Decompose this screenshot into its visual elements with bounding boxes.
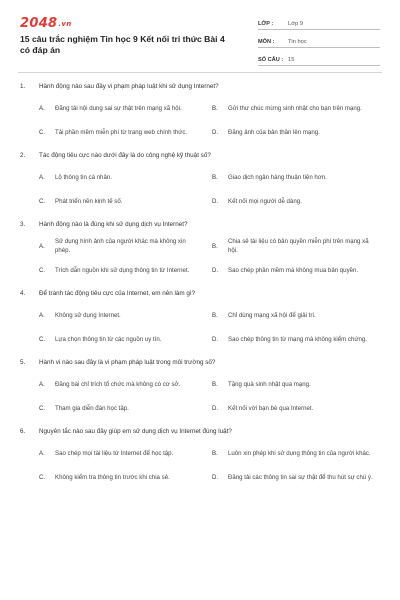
answer-option[interactable] (39, 123, 212, 141)
option-text: Lựa chọn thông tin từ các nguồn uy tín. (55, 335, 162, 343)
option-letter: D. (212, 266, 219, 274)
logo-suffix: .vn (58, 20, 72, 28)
question-stem (20, 427, 380, 438)
option-letter: A. (39, 380, 45, 388)
answer-option[interactable] (212, 468, 386, 486)
document-title: 15 câu trắc nghiệm Tin học 9 Kết nối tri thức Bài 4 có đáp án (20, 34, 225, 55)
option-letter: A. (39, 242, 45, 250)
question-text: Hành vi nào sau đây là vi phạm pháp luật trong môi trường số? (39, 359, 216, 366)
option-letter: B. (212, 449, 218, 457)
answer-option[interactable] (39, 399, 212, 417)
answer-option[interactable] (39, 468, 212, 486)
answer-option[interactable] (39, 306, 212, 324)
option-text: Luôn xin phép khi sử dụng thông tin của người khác. (228, 449, 371, 457)
question-text: Tác động tiêu cực nào dưới đây là do công nghệ kỹ thuật số? (39, 152, 211, 159)
header-divider (18, 72, 382, 73)
question-text: Hành động nào là đúng khi sử dụng dịch vụ Internet? (39, 221, 188, 228)
question-stem (20, 82, 380, 93)
answer-options (39, 375, 380, 417)
meta-value: Tin học (288, 39, 307, 45)
option-text: Tặng quà sinh nhật qua mạng. (228, 380, 311, 388)
question-text: Nguyên tắc nào sau đây giúp em sử dụng dịch vụ Internet đúng luật? (39, 428, 232, 435)
option-letter: B. (212, 242, 218, 250)
question-text: Để tránh tác động tiêu cực của Internet, em nên làm gì? (39, 290, 196, 297)
question-item (20, 427, 380, 486)
option-text: Đăng tải các thông tin sai sự thật để thu hút sự chú ý. (228, 473, 373, 481)
option-text: Sử dụng hình ảnh của người khác mà không xin phép. (55, 238, 186, 254)
option-letter: D. (212, 404, 219, 412)
option-text: Tải phần mềm miễn phí từ trang web chính thức. (55, 128, 188, 136)
answer-option[interactable] (212, 306, 386, 324)
question-stem (20, 151, 380, 162)
option-text: Kết nối mọi người dễ dàng. (228, 197, 302, 205)
answer-option[interactable] (212, 99, 386, 117)
answer-option[interactable] (39, 192, 212, 210)
answer-option[interactable] (212, 123, 386, 141)
question-number: 1. (20, 83, 26, 90)
question-list (20, 82, 380, 496)
question-number: 4. (20, 290, 26, 297)
answer-options (39, 306, 380, 348)
option-letter: C. (39, 197, 46, 205)
meta-info (258, 14, 380, 68)
option-text: Chia sẻ tài liệu có bản quyền miễn phí trên mạng xã hội. (228, 238, 369, 254)
answer-option[interactable] (212, 330, 386, 348)
option-letter: B. (212, 380, 218, 388)
site-logo[interactable] (20, 16, 72, 31)
question-item (20, 358, 380, 417)
answer-option[interactable] (39, 168, 212, 186)
option-text: Chỉ dùng mạng xã hội để giải trí. (228, 311, 316, 319)
option-text: Tham gia diễn đàn học tập. (55, 404, 129, 412)
option-text: Không kiểm tra thông tin trước khi chia sẻ. (55, 473, 170, 481)
meta-key: SỐ CÂU : (258, 57, 284, 63)
option-letter: D. (212, 197, 219, 205)
option-text: Đăng bài chỉ trích tổ chức mà không có cơ sở. (55, 380, 181, 388)
option-text: Không sử dụng Internet. (55, 311, 121, 319)
option-text: Giao dịch ngân hàng thuận tiện hơn. (228, 173, 327, 181)
question-number: 2. (20, 152, 26, 159)
meta-key: MÔN : (258, 39, 275, 45)
option-letter: B. (212, 173, 218, 181)
option-text: Đăng tải nội dung sai sự thật trên mạng xã hội. (55, 104, 182, 112)
option-letter: A. (39, 104, 45, 112)
answer-option[interactable] (39, 237, 212, 255)
option-letter: D. (212, 473, 219, 481)
option-letter: D. (212, 128, 219, 136)
page-header (20, 14, 380, 70)
question-item (20, 82, 380, 141)
answer-option[interactable] (212, 399, 386, 417)
option-letter: A. (39, 311, 45, 319)
option-text: Đăng ảnh của bản thân lên mạng. (228, 128, 320, 136)
option-letter: A. (39, 173, 45, 181)
option-letter: C. (39, 266, 46, 274)
option-letter: C. (39, 128, 46, 136)
meta-row-count (258, 50, 380, 66)
answer-option[interactable] (39, 330, 212, 348)
question-number: 5. (20, 359, 26, 366)
meta-value: Lớp 9 (288, 21, 304, 27)
answer-option[interactable] (212, 237, 386, 255)
question-stem (20, 358, 380, 369)
answer-options (39, 99, 380, 141)
logo-name: 2048 (20, 16, 58, 31)
option-letter: B. (212, 311, 218, 319)
answer-option[interactable] (212, 444, 386, 462)
answer-option[interactable] (212, 375, 386, 393)
question-item (20, 220, 380, 279)
option-letter: C. (39, 473, 46, 481)
meta-row-grade (258, 14, 380, 30)
meta-key: LỚP : (258, 21, 274, 27)
option-letter: C. (39, 335, 46, 343)
meta-value: 15 (288, 57, 295, 63)
question-stem (20, 289, 380, 300)
option-letter: C. (39, 404, 46, 412)
option-letter: A. (39, 449, 45, 457)
question-item (20, 289, 380, 348)
answer-options (39, 444, 380, 486)
answer-option[interactable] (39, 375, 212, 393)
answer-options (39, 237, 380, 279)
meta-row-subject (258, 32, 380, 48)
option-text: Sao chép mọi tài liệu từ Internet để học tập. (55, 449, 174, 457)
option-text: Gửi thư chúc mừng sinh nhật cho bạn trên mạng. (228, 104, 362, 112)
answer-option[interactable] (39, 99, 212, 117)
question-text: Hành động nào sau đây vi phạm pháp luật khi sử dụng Internet? (39, 83, 219, 90)
answer-option[interactable] (39, 261, 212, 279)
question-item (20, 151, 380, 210)
option-text: Sao chép thông tin từ mạng mà không kiểm chứng. (228, 335, 367, 343)
option-text: Phát triển nền kinh tế số. (55, 197, 123, 205)
option-letter: B. (212, 104, 218, 112)
answer-options (39, 168, 380, 210)
answer-option[interactable] (212, 192, 386, 210)
question-number: 6. (20, 428, 26, 435)
question-number: 3. (20, 221, 26, 228)
option-text: Sao chép phần mềm mà không mua bản quyền. (228, 266, 359, 274)
question-stem (20, 220, 380, 231)
option-text: Kết nối với bạn bè qua Internet. (228, 404, 314, 412)
answer-option[interactable] (212, 261, 386, 279)
answer-option[interactable] (212, 168, 386, 186)
option-text: Lộ thông tin cá nhân. (55, 173, 112, 181)
option-letter: D. (212, 335, 219, 343)
option-text: Trích dẫn nguồn khi sử dụng thông tin từ Internet. (55, 266, 190, 274)
answer-option[interactable] (39, 444, 212, 462)
